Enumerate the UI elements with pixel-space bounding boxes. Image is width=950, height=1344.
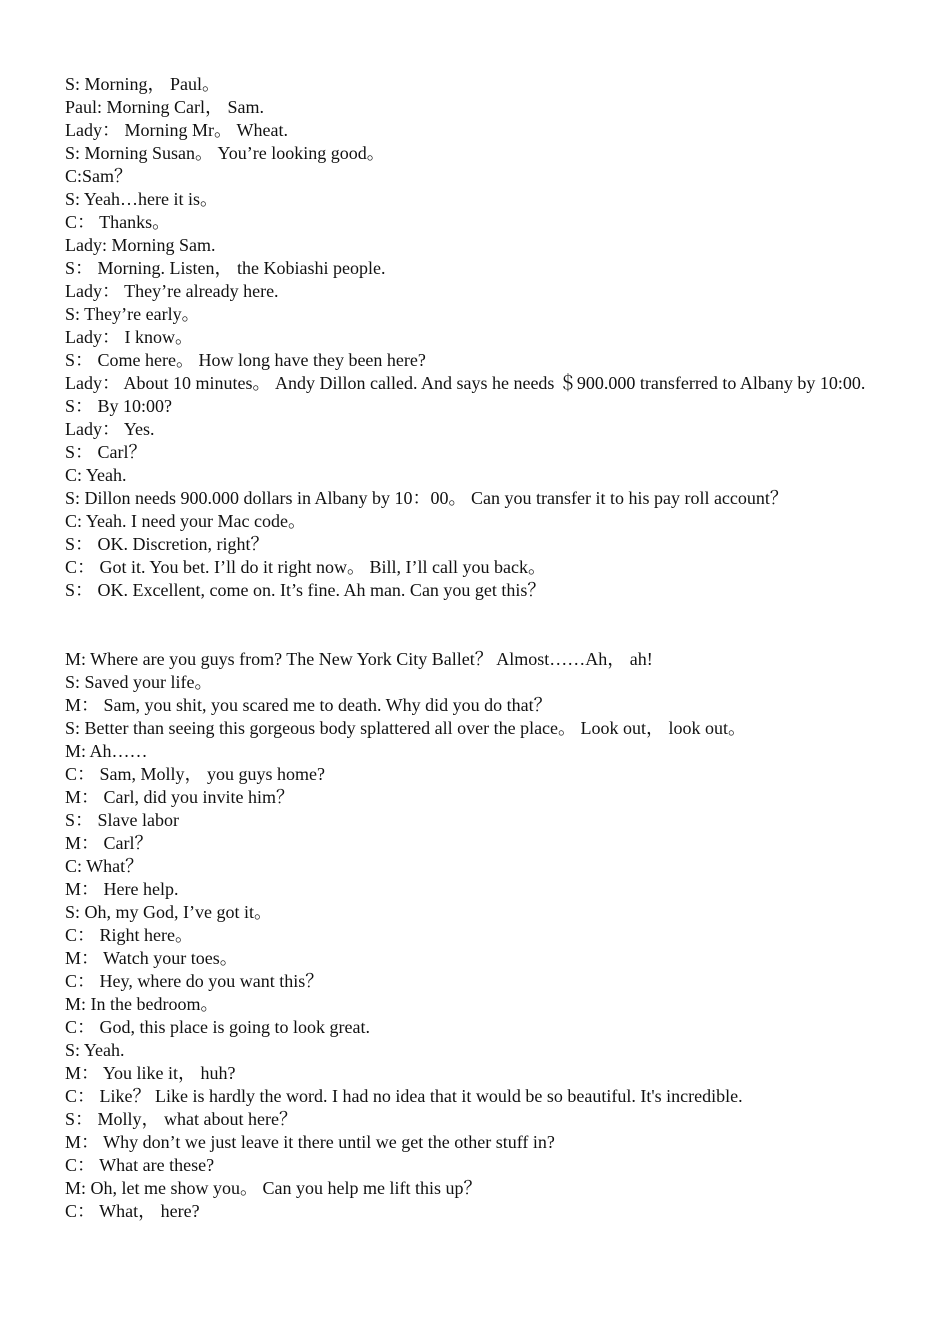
dialogue-line: S: Yeah. (65, 1040, 125, 1060)
dialogue-line: M: Oh, let me show you。 Can you help me lift this up？ (65, 1178, 482, 1198)
dialogue-line: S： By 10:00? (65, 396, 173, 416)
dialogue-line: C: What？ (65, 856, 144, 876)
dialogue-line: M： Here help. (65, 879, 179, 899)
dialogue-line: M: Where are you guys from? The New York City Ballet？ Almost……Ah， ah! (65, 649, 653, 669)
dialogue-line: S： OK. Excellent, come on. It’s fine. Ah man. Can you get this？ (65, 580, 546, 600)
dialogue-line: Lady: Morning Sam. (65, 235, 216, 255)
dialogue-line: Paul: Morning Carl， Sam. (65, 97, 264, 117)
dialogue-line: C： Like？ Like is hardly the word. I had no idea that it would be so beautiful. It's incredible. (65, 1086, 743, 1106)
dialogue-line: S： OK. Discretion, right？ (65, 534, 269, 554)
dialogue-line: C： What are these? (65, 1155, 215, 1175)
dialogue-line: M： Watch your toes。 (65, 948, 238, 968)
dialogue-line: C： Got it. You bet. I’ll do it right now。 Bill, I’ll call you back。 (65, 557, 546, 577)
dialogue-line: C： God, this place is going to look great. (65, 1017, 370, 1037)
dialogue-line: C: Yeah. I need your Mac code。 (65, 511, 306, 531)
dialogue-line: S: Oh, my God, I’ve got it。 (65, 902, 272, 922)
dialogue-line: S: Morning Susan。 You’re looking good。 (65, 143, 385, 163)
dialogue-line: S: They’re early。 (65, 304, 200, 324)
dialogue-line: S： Molly， what about here？ (65, 1109, 297, 1129)
dialogue-line: S： Morning. Listen， the Kobiashi people. (65, 258, 386, 278)
dialogue-line: S: Saved your life。 (65, 672, 213, 692)
section-gap (65, 602, 885, 648)
document-page (65, 73, 885, 1223)
dialogue-line: M： Carl？ (65, 833, 153, 853)
dialogue-line: S： Come here。 How long have they been here? (65, 350, 426, 370)
dialogue-line: Lady： Yes. (65, 419, 155, 439)
dialogue-line: C： What， here? (65, 1201, 200, 1221)
dialogue-line: C： Sam, Molly， you guys home? (65, 764, 325, 784)
dialogue-line: M： You like it， huh? (65, 1063, 236, 1083)
dialogue-line: S: Yeah…here it is。 (65, 189, 218, 209)
dialogue-line: S: Morning， Paul。 (65, 74, 221, 94)
dialogue-line: Lady： I know。 (65, 327, 193, 347)
dialogue-line: C:Sam？ (65, 166, 133, 186)
dialogue-line: C： Hey, where do you want this？ (65, 971, 324, 991)
dialogue-line: S： Slave labor (65, 810, 179, 830)
dialogue-line: Lady： About 10 minutes。 Andy Dillon called. And says he needs ＄900.000 transferred to Albany by 10:00. (65, 373, 866, 393)
dialogue-line: S: Dillon needs 900.000 dollars in Albany by 10：00。 Can you transfer it to his pay roll account？ (65, 488, 788, 508)
dialogue-line: M: In the bedroom。 (65, 994, 219, 1014)
dialogue-section-apartment (65, 648, 885, 1223)
dialogue-line: M： Why don’t we just leave it there until we get the other stuff in? (65, 1132, 555, 1152)
dialogue-line: S: Better than seeing this gorgeous body splattered all over the place。 Look out， look out。 (65, 718, 747, 738)
dialogue-section-office (65, 73, 885, 602)
dialogue-line: M： Sam, you shit, you scared me to death. Why did you do that？ (65, 695, 552, 715)
dialogue-line: Lady： They’re already here. (65, 281, 279, 301)
dialogue-line: C: Yeah. (65, 465, 127, 485)
dialogue-line: Lady： Morning Mr。 Wheat. (65, 120, 288, 140)
dialogue-line: M: Ah…… (65, 741, 148, 761)
dialogue-line: C： Thanks。 (65, 212, 171, 232)
dialogue-line: C： Right here。 (65, 925, 193, 945)
dialogue-line: S： Carl？ (65, 442, 147, 462)
dialogue-line: M： Carl, did you invite him？ (65, 787, 294, 807)
